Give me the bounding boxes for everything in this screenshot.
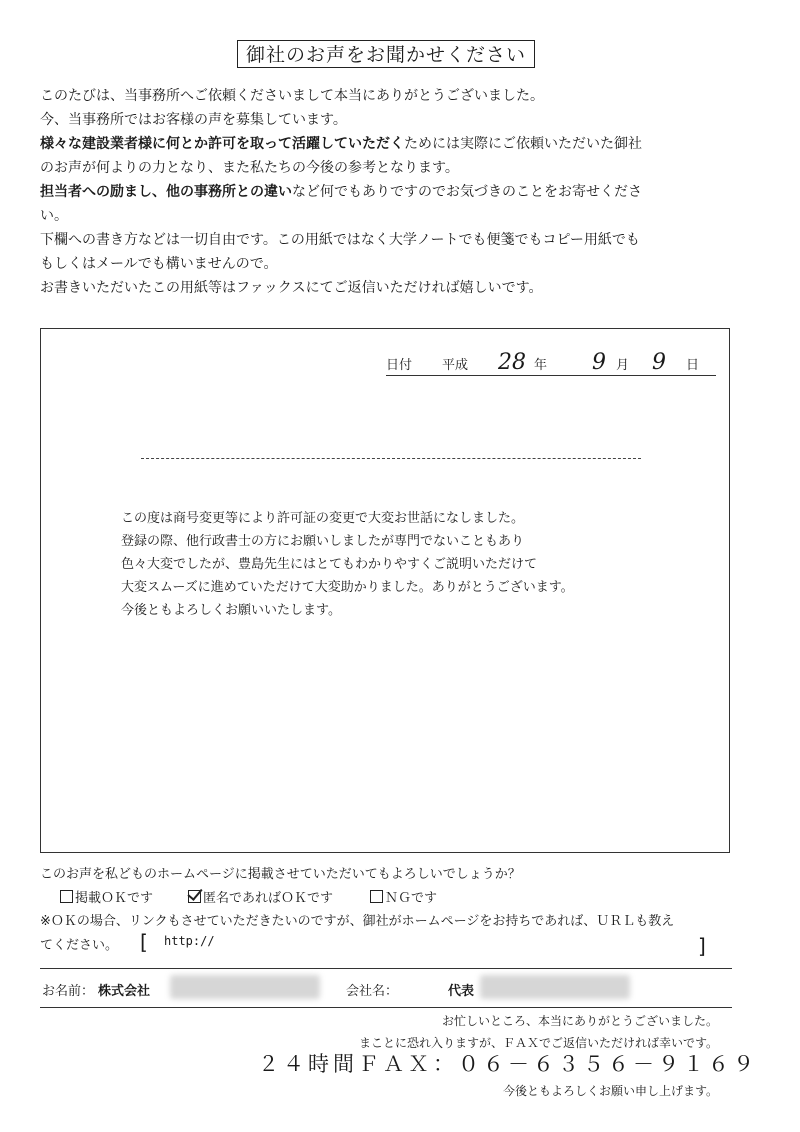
company-value[interactable]: 代表 <box>448 984 475 999</box>
checkbox-icon[interactable] <box>60 890 73 903</box>
intro-line: 今、当事務所ではお客様の声を募集しています。 <box>40 112 347 128</box>
link-note-2: てください。 <box>40 938 119 953</box>
company-label: 会社名： <box>346 984 399 999</box>
option-label: ＮＧです <box>385 891 438 906</box>
intro-line <box>40 132 740 156</box>
bracket-left: [ <box>140 930 148 954</box>
option-anonymous-ok[interactable] <box>188 887 333 906</box>
link-note: ※ＯＫの場合、リンクもさせていただきたいのですが、御社がホームページをお持ちであれば、ＵＲＬも教え <box>40 914 675 929</box>
url-input[interactable]: http:// <box>164 934 215 948</box>
intro-line: このたびは、当事務所へご依頼くださいまして本当にありがとうございました。 <box>40 88 544 104</box>
date-day: 9 <box>652 350 666 375</box>
date-year-unit: 年 <box>534 358 548 373</box>
date-field[interactable] <box>386 351 716 376</box>
bracket-right: ] <box>698 934 706 958</box>
customer-message <box>121 507 574 622</box>
intro-bold: 様々な建設業者様に何とか許可を取って活躍していただく <box>40 136 404 152</box>
redacted-name <box>170 975 320 999</box>
name-row <box>40 968 732 1008</box>
intro-line: い。 <box>40 208 68 224</box>
page-title: 御社のお声をお聞かせください <box>237 40 535 68</box>
checkmark-icon[interactable] <box>188 890 201 903</box>
thanks-text: お忙しいところ、本当にありがとうございました。 <box>441 1014 718 1028</box>
redacted-company <box>480 975 630 999</box>
fax-request-text: まことに恐れ入りますが、ＦＡＸでご返信いただければ幸いです。 <box>358 1036 718 1050</box>
message-line: 大変スムーズに進めていただけて大変助かりました。ありがとうございます。 <box>121 580 574 595</box>
intro-line: お書きいただいたこの用紙等はファックスにてご返信いただければ嬉しいです。 <box>40 280 543 296</box>
message-line: 登録の際、他行政書士の方にお願いしましたが専門でないこともあり <box>121 534 525 549</box>
date-era: 平成 <box>442 358 469 373</box>
divider <box>141 458 641 459</box>
date-month-unit: 月 <box>616 358 630 373</box>
fax-number: ２４時間ＦＡＸ：０６－６３５６－９１６９ <box>258 1052 758 1076</box>
intro-bold: 担当者への励まし、他の事務所との違い <box>40 184 292 200</box>
intro-line <box>40 180 740 204</box>
closing-text: 今後ともよろしくお願い申し上げます。 <box>502 1084 718 1098</box>
intro-rest: など何でもありですのでお気づきのことをお寄せくださ <box>292 184 642 200</box>
date-year: 28 <box>498 350 526 375</box>
intro-rest: ためには実際にご依頼いただいた御社 <box>404 136 642 152</box>
message-line: この度は商号変更等により許可証の変更で大変お世話になしました。 <box>121 511 525 526</box>
date-month: 9 <box>592 350 606 375</box>
option-label: 匿名であればＯＫです <box>203 891 334 906</box>
date-day-unit: 日 <box>686 358 700 373</box>
name-value[interactable]: 株式会社 <box>98 984 151 999</box>
message-line: 色々大変でしたが、豊島先生にはとてもわかりやすくご説明いただけて <box>121 557 538 572</box>
option-ng[interactable] <box>370 887 437 906</box>
date-label: 日付 <box>386 358 413 373</box>
intro-line: のお声が何よりの力となり、また私たちの今後の参考となります。 <box>40 160 459 176</box>
checkbox-icon[interactable] <box>370 890 383 903</box>
intro-line: 下欄への書き方などは一切自由です。この用紙ではなく大学ノートでも便箋でもコピー用紙でも <box>40 232 640 248</box>
option-label: 掲載ＯＫです <box>75 891 154 906</box>
intro-line: もしくはメールでも構いませんので。 <box>40 256 278 272</box>
option-ok[interactable] <box>60 887 153 906</box>
consent-question: このお声を私どものホームページに掲載させていただいてもよろしいでしょうか？ <box>40 867 521 882</box>
intro-text <box>40 84 740 300</box>
name-label: お名前： <box>42 984 95 999</box>
feedback-box[interactable] <box>40 328 730 853</box>
message-line: 今後ともよろしくお願いいたします。 <box>121 603 341 618</box>
